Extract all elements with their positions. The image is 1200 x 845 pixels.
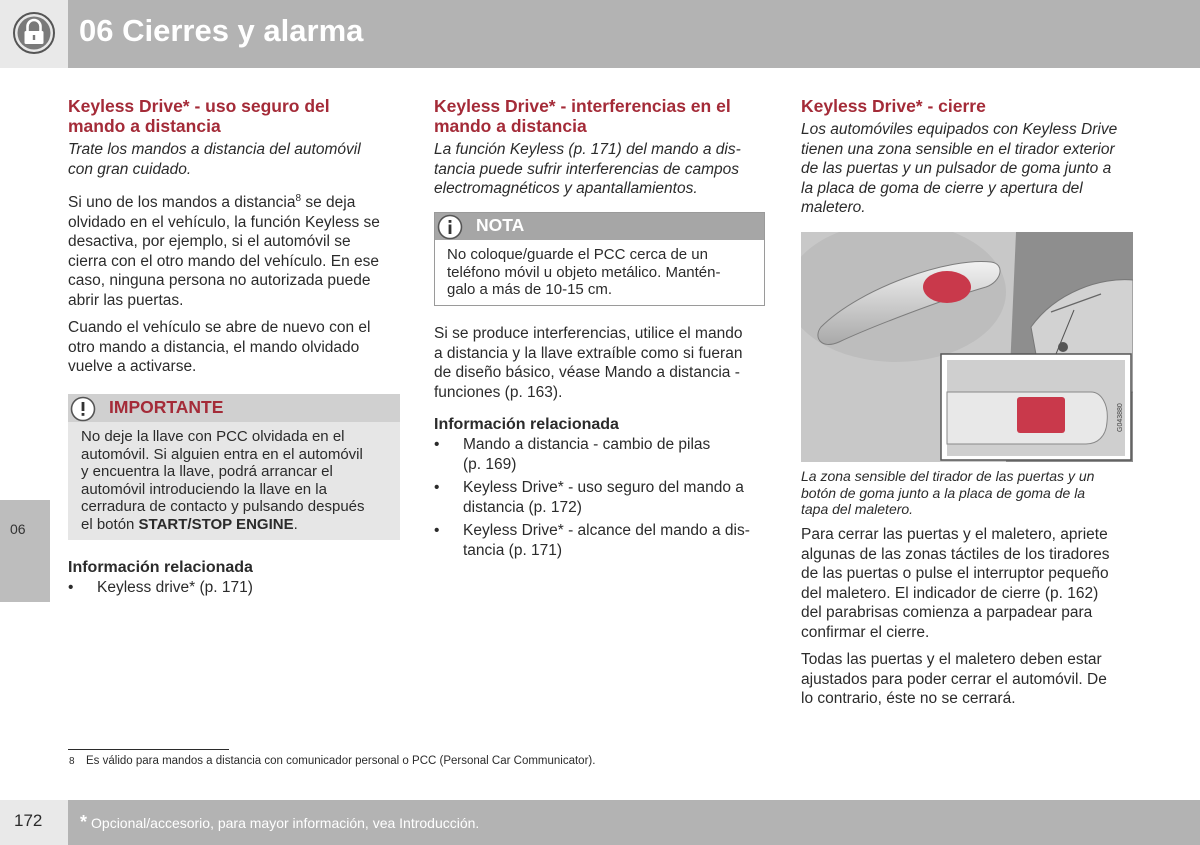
section-lead-interference: La función Keyless (p. 171) del mando a dis- tancia puede sufrir interferencias de campos electromagnéticos y apantallamientos.	[434, 141, 741, 197]
paragraph-all-doors-closed: Todas las puertas y el maletero deben estar ajustados para poder cerrar el automóvil. De lo contrario, éste no se cerrará.	[801, 651, 1107, 707]
door-handle-trunk-illustration	[801, 232, 1133, 462]
figure-code: G043880	[1117, 403, 1124, 432]
related-link-range[interactable]: Keyless Drive* - alcance del mando a dis- tancia (p. 171)	[463, 522, 750, 559]
footer-note: * Opcional/accesorio, para mayor información, vea Introducción.	[80, 812, 480, 832]
bullet-icon: •	[434, 436, 440, 453]
section-lead-safe-use: Trate los mandos a distancia del automóvil con gran cuidado.	[68, 141, 361, 178]
info-icon	[437, 214, 463, 240]
important-text: No deje la llave con PCC olvidada en el automóvil. Si alguien entra en el automóvil y encuentra la llave, podrá arrancar el automóvil introduciendo la llave en la cerradura de contacto y pulsando después el botón START/STOP ENGINE.	[81, 428, 365, 533]
page-number: 172	[14, 811, 43, 830]
related-link-safe-use[interactable]: Keyless Drive* - uso seguro del mando a distancia (p. 172)	[463, 479, 744, 516]
note-text: No coloque/guarde el PCC cerca de un teléfono móvil u objeto metálico. Mantén- galo a más de 10-15 cm.	[447, 246, 721, 298]
section-heading-locking: Keyless Drive* - cierre	[801, 96, 986, 116]
related-link-battery-change[interactable]: Mando a distancia - cambio de pilas (p. 169)	[463, 436, 711, 473]
bullet-icon: •	[434, 522, 440, 539]
padlock-icon	[12, 11, 56, 55]
paragraph-forgotten-remote: Si uno de los mandos a distancia$^8$ se deja olvidado en el vehículo, la función Keyless se desactiva, por ejemplo, si el automóvil se cierra con el otro mando del vehículo. En ese caso, ninguna persona no autorizada puede abrir las puertas.	[68, 192, 380, 309]
bullet-icon: •	[68, 579, 74, 596]
trunk-sensor-button	[1017, 397, 1065, 433]
related-info-heading: Información relacionada	[434, 416, 619, 433]
footnote-rule	[68, 749, 229, 750]
paragraph-reactivation: Cuando el vehículo se abre de nuevo con el otro mando a distancia, el mando olvidado vuelve a activarse.	[68, 319, 371, 375]
section-heading-interference: Keyless Drive* - interferencias en el mando a distancia	[434, 96, 731, 136]
optional-star-icon: *	[80, 812, 88, 832]
related-link-keyless-drive[interactable]: Keyless drive* (p. 171)	[97, 579, 253, 596]
warning-exclamation-icon	[70, 396, 96, 422]
door-sensor-zone	[923, 271, 971, 303]
footnote-number: 8	[69, 756, 75, 767]
section-heading-safe-use: Keyless Drive* - uso seguro del mando a distancia	[68, 96, 330, 136]
chapter-side-tab-label: 06	[10, 521, 26, 537]
footnote-ref: 8	[295, 192, 302, 204]
paragraph-how-to-lock: Para cerrar las puertas y el maletero, apriete algunas de las zonas táctiles de los tiradores de las puertas o pulse el interruptor pequeño del maletero. El indicador de cierre (p. 162) del parabrisas comienza a parpadear para confirmar el cierre.	[801, 526, 1110, 641]
chapter-side-tab	[0, 500, 50, 602]
related-info-heading: Información relacionada	[68, 559, 253, 576]
chapter-title: 06 Cierres y alarma	[79, 13, 364, 48]
paragraph-interference-advice: Si se produce interferencias, utilice el mando a distancia y la llave extraíble como si fueran de diseño básico, véase Mando a distancia - funciones (p. 163).	[434, 325, 743, 401]
figure-caption: La zona sensible del tirador de las puertas y un botón de goma junto a la placa de goma de la tapa del maletero.	[801, 468, 1095, 517]
footnote-text: Es válido para mandos a distancia con comunicador personal o PCC (Personal Car Communicator).	[86, 755, 596, 767]
note-title: NOTA	[476, 215, 525, 235]
bullet-icon: •	[434, 479, 440, 496]
section-lead-locking: Los automóviles equipados con Keyless Drive tienen una zona sensible en el tirador exterior de las puertas y un pulsador de goma junto a la placa de goma de cierre y apertura del maletero.	[801, 121, 1118, 216]
important-title: IMPORTANTE	[109, 397, 224, 417]
